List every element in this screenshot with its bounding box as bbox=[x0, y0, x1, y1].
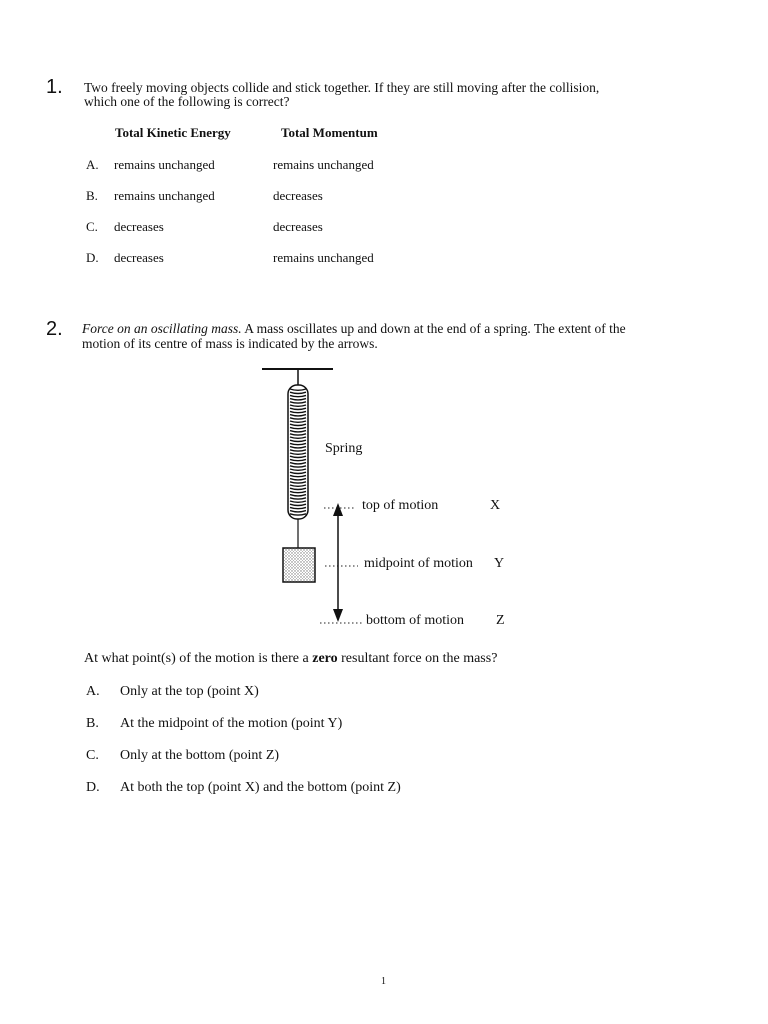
top-of-motion-label: top of motion bbox=[362, 498, 439, 513]
q1-header-momentum: Total Momentum bbox=[281, 125, 378, 140]
q1-option-b-ke: remains unchanged bbox=[114, 188, 215, 203]
q2-number: 2. bbox=[46, 318, 63, 340]
midpoint-of-motion-label: midpoint of motion bbox=[364, 556, 473, 571]
q2-option-b-letter[interactable]: B. bbox=[86, 716, 99, 731]
q2-option-c-text: Only at the bottom (point Z) bbox=[120, 748, 280, 763]
q1-option-c-ke: decreases bbox=[114, 219, 164, 234]
spring-label: Spring bbox=[325, 441, 363, 456]
mass-block bbox=[283, 548, 315, 582]
q1-option-a-ke: remains unchanged bbox=[114, 157, 215, 172]
q1-option-a-mom: remains unchanged bbox=[273, 157, 374, 172]
q2-option-a-text: Only at the top (point X) bbox=[120, 684, 259, 699]
q1-stem-line2: which one of the following is correct? bbox=[84, 94, 290, 109]
q2-option-a-letter[interactable]: A. bbox=[86, 684, 100, 699]
q1-option-b-letter[interactable]: B. bbox=[86, 188, 98, 203]
q1-option-b-mom: decreases bbox=[273, 188, 323, 203]
q2-question-bold: zero bbox=[312, 651, 338, 666]
q1-stem-line1: Two freely moving objects collide and stick together. If they are still moving after the collision, bbox=[84, 80, 600, 95]
q2-option-b-text: At the midpoint of the motion (point Y) bbox=[120, 716, 343, 731]
q2-stem-line1-rest: A mass oscillates up and down at the end of a spring. The extent of the bbox=[241, 321, 626, 336]
q2-option-c-letter[interactable]: C. bbox=[86, 748, 99, 763]
q1-option-c-mom: decreases bbox=[273, 219, 323, 234]
q2-stem-line2: motion of its centre of mass is indicated by the arrows. bbox=[82, 336, 378, 351]
q2-title: Force on an oscillating mass. bbox=[82, 321, 242, 336]
q2-question bbox=[84, 651, 497, 667]
point-x-label: X bbox=[490, 498, 501, 513]
point-z-label: Z bbox=[496, 613, 505, 628]
page-number: 1 bbox=[381, 976, 386, 987]
bottom-of-motion-label: bottom of motion bbox=[366, 613, 464, 628]
q1-number: 1. bbox=[46, 76, 63, 98]
q1-option-c-letter[interactable]: C. bbox=[86, 219, 98, 234]
point-y-label: Y bbox=[494, 556, 505, 571]
motion-arrow-down-head bbox=[333, 609, 343, 622]
q2-option-d-text: At both the top (point X) and the bottom (point Z) bbox=[120, 780, 401, 795]
q1-header-kinetic-energy: Total Kinetic Energy bbox=[115, 125, 231, 140]
q1-option-d-mom: remains unchanged bbox=[273, 250, 374, 265]
q2-option-d-letter[interactable]: D. bbox=[86, 780, 100, 795]
q1-option-d-letter[interactable]: D. bbox=[86, 250, 99, 265]
q2-question-pre: At what point(s) of the motion is there a bbox=[84, 651, 313, 666]
q1-option-a-letter[interactable]: A. bbox=[86, 157, 99, 172]
q1-option-d-ke: decreases bbox=[114, 250, 164, 265]
motion-arrow-up-head bbox=[333, 503, 343, 516]
q2-question-post: resultant force on the mass? bbox=[337, 651, 498, 666]
